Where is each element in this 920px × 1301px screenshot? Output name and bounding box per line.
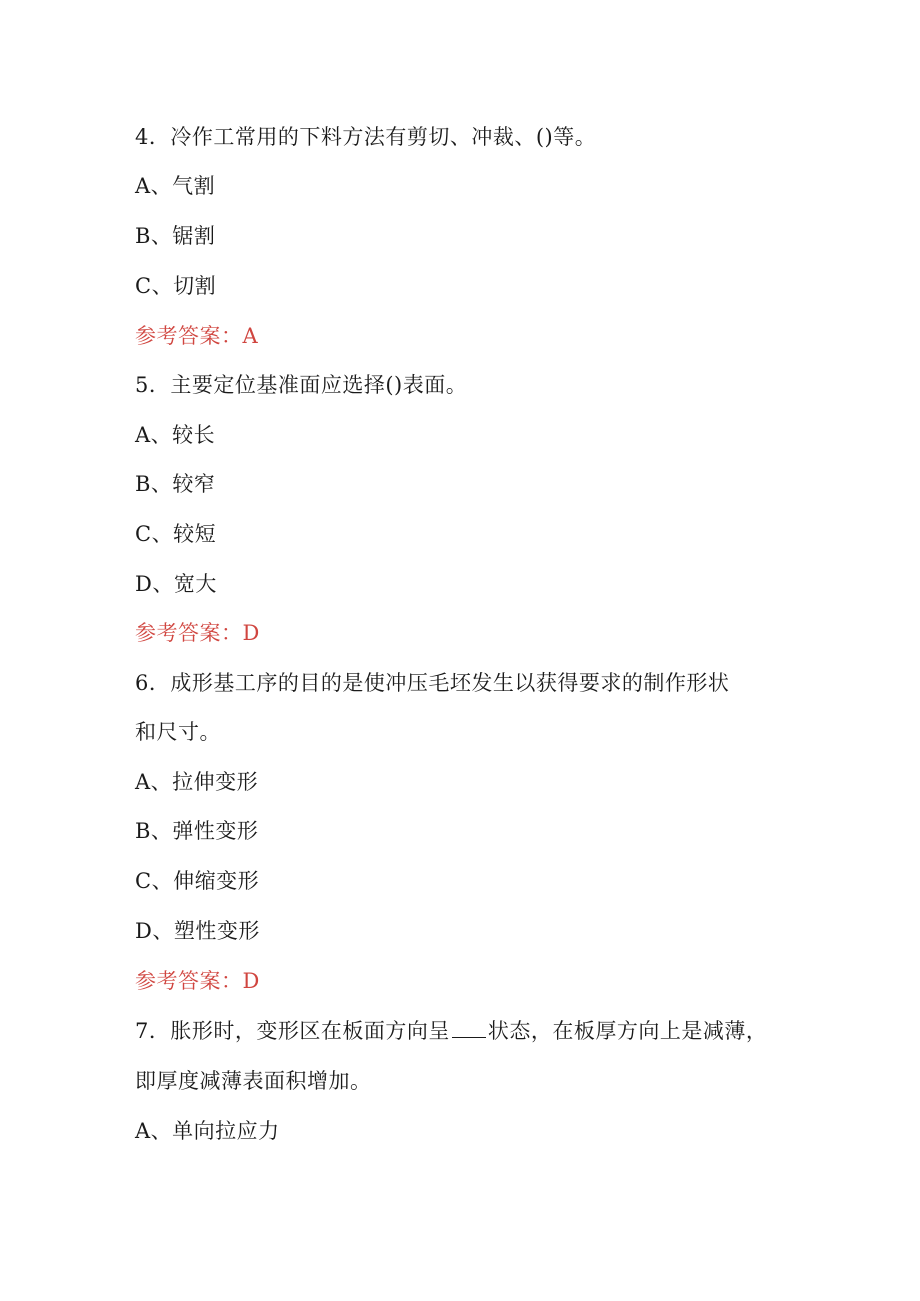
- question-6-option-b: B、弹性变形: [135, 819, 259, 843]
- question-4-option-b: B、锯割: [135, 224, 216, 248]
- question-4-option-a: A、气割: [135, 174, 216, 198]
- question-6-stem-line2: 和尺寸。: [135, 720, 221, 744]
- question-5-option-c: C、较短: [135, 522, 217, 546]
- question-6-stem-line1: 6．成形基工序的目的是使冲压毛坯发生以获得要求的制作形状: [135, 671, 730, 695]
- question-7-option-a: A、单向拉应力: [135, 1119, 280, 1143]
- question-6-option-c: C、伸缩变形: [135, 869, 260, 893]
- question-5-option-d: D、宽大: [135, 572, 217, 596]
- question-6-option-a: A、拉伸变形: [135, 770, 259, 794]
- question-6-option-d: D、塑性变形: [135, 919, 260, 943]
- question-4-option-c: C、切割: [135, 274, 217, 298]
- question-6-answer: 参考答案：D: [135, 969, 260, 993]
- fill-in-blank: [452, 1019, 486, 1038]
- question-7-stem-line2: 即厚度减薄表面积增加。: [135, 1069, 372, 1093]
- question-4-stem: 4．冷作工常用的下料方法有剪切、冲裁、()等。: [135, 125, 597, 149]
- question-7-stem-line1: [135, 1017, 767, 1045]
- question-5-answer: 参考答案：D: [135, 621, 260, 645]
- question-5-option-a: A、较长: [135, 423, 216, 447]
- question-5-stem: 5．主要定位基准面应选择()表面。: [135, 373, 468, 397]
- question-7-stem-part1: 7．胀形时，变形区在板面方向呈: [135, 1019, 450, 1043]
- question-4-answer: 参考答案：A: [135, 324, 259, 348]
- question-5-option-b: B、较窄: [135, 472, 216, 496]
- question-7-stem-part2: 状态，在板厚方向上是减薄，: [487, 1019, 768, 1043]
